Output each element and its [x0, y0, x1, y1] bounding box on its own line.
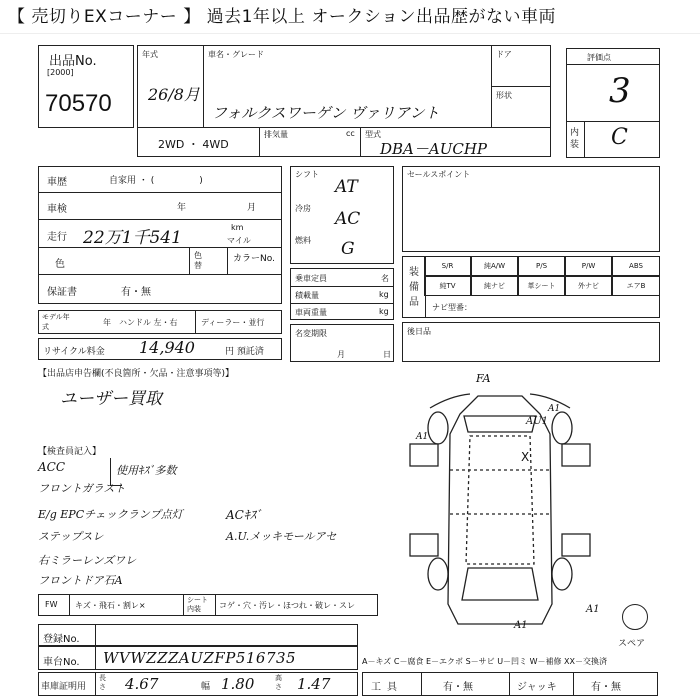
equip-power-steering: P/S [518, 256, 565, 276]
mark-x: X [521, 450, 530, 464]
jack-label: ジャッキ [517, 682, 557, 693]
model-label: 型式 [365, 130, 381, 139]
cooling-label: 冷房 [295, 204, 311, 213]
mileage-label: 走行 [47, 232, 67, 243]
lot-label: 出品No. [49, 54, 97, 69]
equip-abs: ABS [612, 256, 660, 276]
inspector-label: 【検査員記入】 [38, 447, 102, 457]
interior-score: C [611, 125, 628, 150]
inspector-line-5: 右ミラーレンズワレ [38, 554, 137, 567]
history-value: 自家用 ・ ( ) [109, 176, 203, 186]
grade-score: 3 [609, 71, 631, 111]
shift-label: シフト [295, 170, 319, 179]
recycle-row [38, 338, 282, 360]
equip-leather-seat: 革シート [518, 276, 565, 296]
drive-label: 2WD ・ 4WD [158, 138, 229, 151]
mileage-value: 22万1千541 [83, 228, 182, 248]
damage-row [38, 594, 378, 616]
capacity-box [290, 268, 394, 320]
registration-row [38, 624, 358, 646]
arrival-box [402, 322, 660, 362]
chassis-label: 車台No. [43, 657, 80, 668]
car-diagram [400, 374, 600, 644]
warranty-value: 有・無 [121, 287, 151, 298]
jack-value: 有・無 [591, 682, 621, 693]
lot-box [38, 45, 134, 128]
fuel-label: 燃料 [295, 236, 311, 245]
damage-seat-label: シート内装 [187, 596, 208, 613]
mark-left-front: A1 [416, 432, 429, 442]
load-label: 積載量 [295, 291, 319, 300]
dealer-label: ディーラー・並行 [201, 318, 265, 327]
seller-notes-label: 【出品店申告欄(不良箇所・欠品・注意事項等)】 [38, 369, 235, 379]
sales-point-box [402, 166, 660, 252]
color-label: 色 [55, 259, 65, 270]
width-value: 1.80 [221, 675, 255, 693]
certificate-row [38, 672, 358, 696]
lot-year-code: [2000] [47, 68, 74, 77]
model-year-unit: 年 [103, 318, 111, 327]
model-year-label: モデル年式 [42, 313, 70, 331]
cooling-value: AC [335, 209, 361, 229]
navi-model-label: ナビ型番： [432, 303, 472, 312]
sales-point-label: セールスポイント [407, 170, 471, 179]
length-value: 4.67 [125, 675, 159, 693]
registration-label: 登録No. [43, 634, 80, 645]
spare-tire-icon [622, 604, 648, 630]
height-value: 1.47 [297, 675, 331, 693]
equip-sr: S/R [424, 256, 471, 276]
spare-label: スペア [618, 639, 646, 649]
history-label: 車歴 [47, 177, 67, 188]
warranty-label: 保証書 [47, 287, 77, 298]
height-label: 高さ [275, 674, 282, 691]
inspector-line-6: フロントドア石A [38, 574, 123, 587]
recycle-value: 14,940 [139, 338, 195, 357]
arrival-label: 後日品 [407, 327, 431, 336]
lot-number: 70570 [45, 90, 112, 117]
equip-airbag: エアB [612, 276, 660, 296]
capacity-label: 乗車定員 [295, 274, 327, 283]
name-change-month: 月 [337, 350, 345, 359]
model-value: DBA－AUCHP [380, 140, 488, 158]
model-year-row [38, 310, 282, 334]
door-label: ドア [496, 50, 512, 59]
chassis-row [38, 646, 358, 670]
recycle-suffix: 円 預託済 [225, 347, 264, 357]
grade-box [566, 48, 660, 158]
mark-front-glass: FA [476, 372, 491, 385]
name-change-box [290, 324, 394, 362]
inspector-note-2: ACｷｽﾞ [226, 508, 262, 522]
tools-value: 有・無 [443, 682, 473, 693]
equip-navi: 純ナビ [471, 276, 518, 296]
spec-box [290, 166, 394, 264]
recycle-label: リサイクル料金 [43, 347, 105, 357]
length-label: 長さ [99, 674, 106, 691]
width-label: 幅 [201, 682, 211, 692]
name-change-day: 日 [383, 350, 391, 359]
mark-rear-right: A1 [586, 604, 600, 615]
inspector-note-1: 使用ｷｽﾞ多数 [116, 464, 177, 477]
chassis-value: WVWZZZAUZFP516735 [103, 649, 297, 667]
mark-right-front: A1 [548, 404, 561, 414]
seller-notes-value: ユーザー買取 [60, 389, 162, 409]
inspector-line-1: ACC [38, 460, 66, 474]
banner: 【 売切りEXコーナー 】 過去1年以上 オークション出品歴がない車両 [0, 0, 700, 34]
name-label: 車名・グレード [208, 50, 264, 59]
header-box [137, 45, 551, 157]
equipment-label: 装備品 [409, 267, 419, 308]
handle-label: ハンドル 左・右 [119, 318, 178, 327]
inspector-note-3: A.U.メッキモールアセ [226, 530, 337, 543]
equip-ext-navi: 外ナビ [565, 276, 612, 296]
name-value: フォルクスワーゲン ヴァリアント [212, 104, 440, 122]
weight-label: 車両重量 [295, 308, 327, 317]
displacement-label: 排気量 [264, 130, 288, 139]
inspector-line-4: ステップスレ [38, 530, 104, 543]
shift-value: AT [335, 177, 358, 197]
mile-unit: マイル [227, 236, 251, 245]
damage-fw-types: キズ・飛石・割レ× [75, 601, 146, 610]
equip-power-window: P/W [565, 256, 612, 276]
inspection-label: 車検 [47, 204, 67, 215]
color-no-label: カラーNo. [233, 254, 275, 264]
km-unit: km [231, 223, 244, 232]
tools-label: 工具 [371, 682, 403, 693]
color-change-label: 色替 [194, 251, 202, 270]
weight-unit: kg [379, 307, 389, 316]
year-label: 年式 [142, 50, 158, 59]
damage-legend: A－キズ C－腐食 E－エクボ S－サビ U－凹ミ W－補修 XX－交換済 [362, 657, 608, 666]
inspector-line-3: E/g EPCチェックランプ点灯 [38, 508, 183, 521]
shape-label: 形状 [496, 91, 512, 100]
damage-seat-types: コゲ・穴・汚レ・ほつれ・破レ・スレ [219, 601, 355, 610]
load-unit: kg [379, 290, 389, 299]
grade-label: 評価点 [587, 53, 611, 62]
history-box [38, 166, 282, 304]
name-change-label: 名変期限 [295, 329, 327, 338]
capacity-unit: 名 [381, 274, 389, 283]
inspection-month: 月 [247, 203, 257, 213]
inspector-line-2: フロントガラスト [38, 482, 126, 495]
equip-tv: 純TV [424, 276, 471, 296]
damage-fw-label: FW [45, 600, 58, 609]
fuel-value: G [341, 239, 355, 259]
cc-unit: cc [346, 129, 355, 138]
interior-label: 内装 [570, 128, 580, 150]
inspection-year: 年 [177, 203, 187, 213]
equip-alloy-wheel: 純A/W [471, 256, 518, 276]
year-value: 26/8月 [148, 85, 200, 104]
mark-rear-left: A1 [514, 620, 528, 631]
tools-row [362, 672, 658, 696]
certificate-label: 車庫証明用 [41, 682, 87, 692]
mark-roof: AU1 [526, 416, 549, 427]
